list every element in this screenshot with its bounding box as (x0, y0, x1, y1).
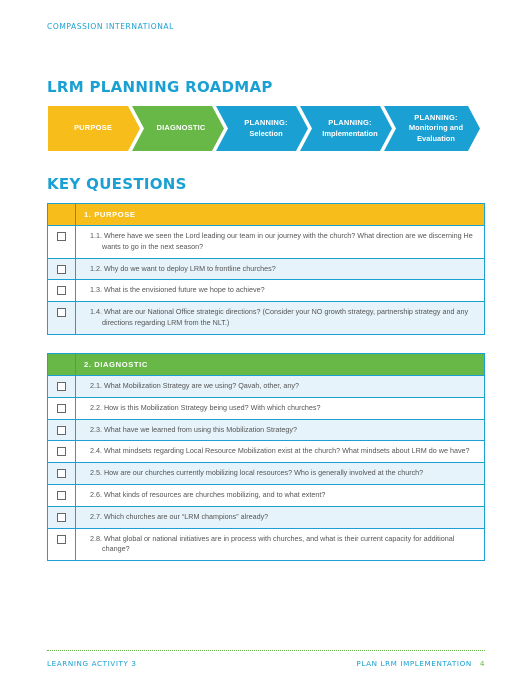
question-2-4: 2.4. What mindsets regarding Local Resource Mobilization exist at the church? What mindsets about LRM do we have? (90, 446, 470, 456)
checkbox-2-5[interactable] (57, 469, 66, 478)
checkbox-1-4[interactable] (57, 308, 66, 317)
table-row (48, 463, 485, 485)
step-purpose-label: PURPOSE (73, 123, 113, 133)
step-selection-label: PLANNING: (244, 118, 288, 128)
page-number: 4 (479, 659, 485, 668)
step-selection (226, 106, 306, 151)
checkbox-2-1[interactable] (57, 382, 66, 391)
step-monitoring (394, 106, 478, 151)
diagnostic-header-row (48, 354, 485, 376)
footer-section (356, 659, 485, 668)
question-1-4: 1.4. What are our National Office strategic directions? (Consider your NO growth strategy, partnership strategy and any directions regarding LRM from the NLT.) (90, 307, 469, 327)
checkbox-2-2[interactable] (57, 404, 66, 413)
diagnostic-heading: 2. DIAGNOSTIC (76, 354, 485, 376)
question-2-5: 2.5. How are our churches currently mobilizing local resources? Who is generally involved at the church? (90, 468, 424, 478)
step-diagnostic-label: DIAGNOSTIC (156, 123, 206, 133)
table-row (48, 226, 485, 259)
checkbox-2-4[interactable] (57, 447, 66, 456)
step-diagnostic (140, 106, 222, 151)
step-selection-sub: Selection (249, 128, 283, 138)
checkbox-1-2[interactable] (57, 265, 66, 274)
question-1-2: 1.2. Why do we want to deploy LRM to frontline churches? (90, 263, 276, 273)
brand-header: COMPASSION INTERNATIONAL (47, 22, 174, 31)
step-monitoring-sub: Monitoring and Evaluation (408, 123, 464, 143)
roadmap-title: LRM PLANNING ROADMAP (47, 78, 273, 96)
question-2-3: 2.3. What have we learned from using this Mobilization Strategy? (90, 424, 297, 434)
table-row (48, 528, 485, 561)
roadmap-chevrons (48, 106, 480, 151)
step-monitoring-label: PLANNING: (414, 113, 458, 123)
footer-activity: LEARNING ACTIVITY 3 (47, 659, 137, 668)
diagnostic-table (47, 353, 485, 561)
table-row (48, 484, 485, 506)
question-2-7: 2.7. Which churches are our “LRM champions” already? (90, 511, 269, 521)
footer-divider (47, 650, 485, 651)
checkbox-2-7[interactable] (57, 513, 66, 522)
question-2-8: 2.8. What global or national initiatives are in process with churches, and what is their current capacity for additional change? (90, 533, 455, 554)
table-row (48, 280, 485, 302)
table-row (48, 376, 485, 398)
header-spacer (48, 354, 76, 376)
purpose-header-row (48, 204, 485, 226)
table-row (48, 441, 485, 463)
checkbox-2-8[interactable] (57, 535, 66, 544)
question-1-1: 1.1. Where have we seen the Lord leading our team in our journey with the church? What direction are we discerning He wants to go in the next season? (90, 231, 473, 251)
step-implementation-sub: Implementation (322, 128, 378, 138)
question-2-6: 2.6. What kinds of resources are churches mobilizing, and to what extent? (90, 489, 326, 499)
header-spacer (48, 204, 76, 226)
table-row (48, 506, 485, 528)
question-2-2: 2.2. How is this Mobilization Strategy being used? With which churches? (90, 402, 321, 412)
checkbox-2-3[interactable] (57, 426, 66, 435)
checkbox-2-6[interactable] (57, 491, 66, 500)
table-row (48, 419, 485, 441)
purpose-table (47, 203, 485, 335)
table-row (48, 258, 485, 280)
footer-section-label: PLAN LRM IMPLEMENTATION (356, 659, 472, 668)
purpose-heading: 1. PURPOSE (76, 204, 485, 226)
step-implementation-label: PLANNING: (328, 118, 372, 128)
step-implementation (310, 106, 390, 151)
table-row (48, 302, 485, 335)
checkbox-1-3[interactable] (57, 286, 66, 295)
question-1-3: 1.3. What is the envisioned future we hope to achieve? (90, 285, 265, 295)
questions-title: KEY QUESTIONS (47, 175, 187, 193)
question-2-1: 2.1. What Mobilization Strategy are we using? Qavah, other, any? (90, 381, 299, 390)
checkbox-1-1[interactable] (57, 232, 66, 241)
table-row (48, 397, 485, 419)
step-purpose (48, 106, 138, 151)
